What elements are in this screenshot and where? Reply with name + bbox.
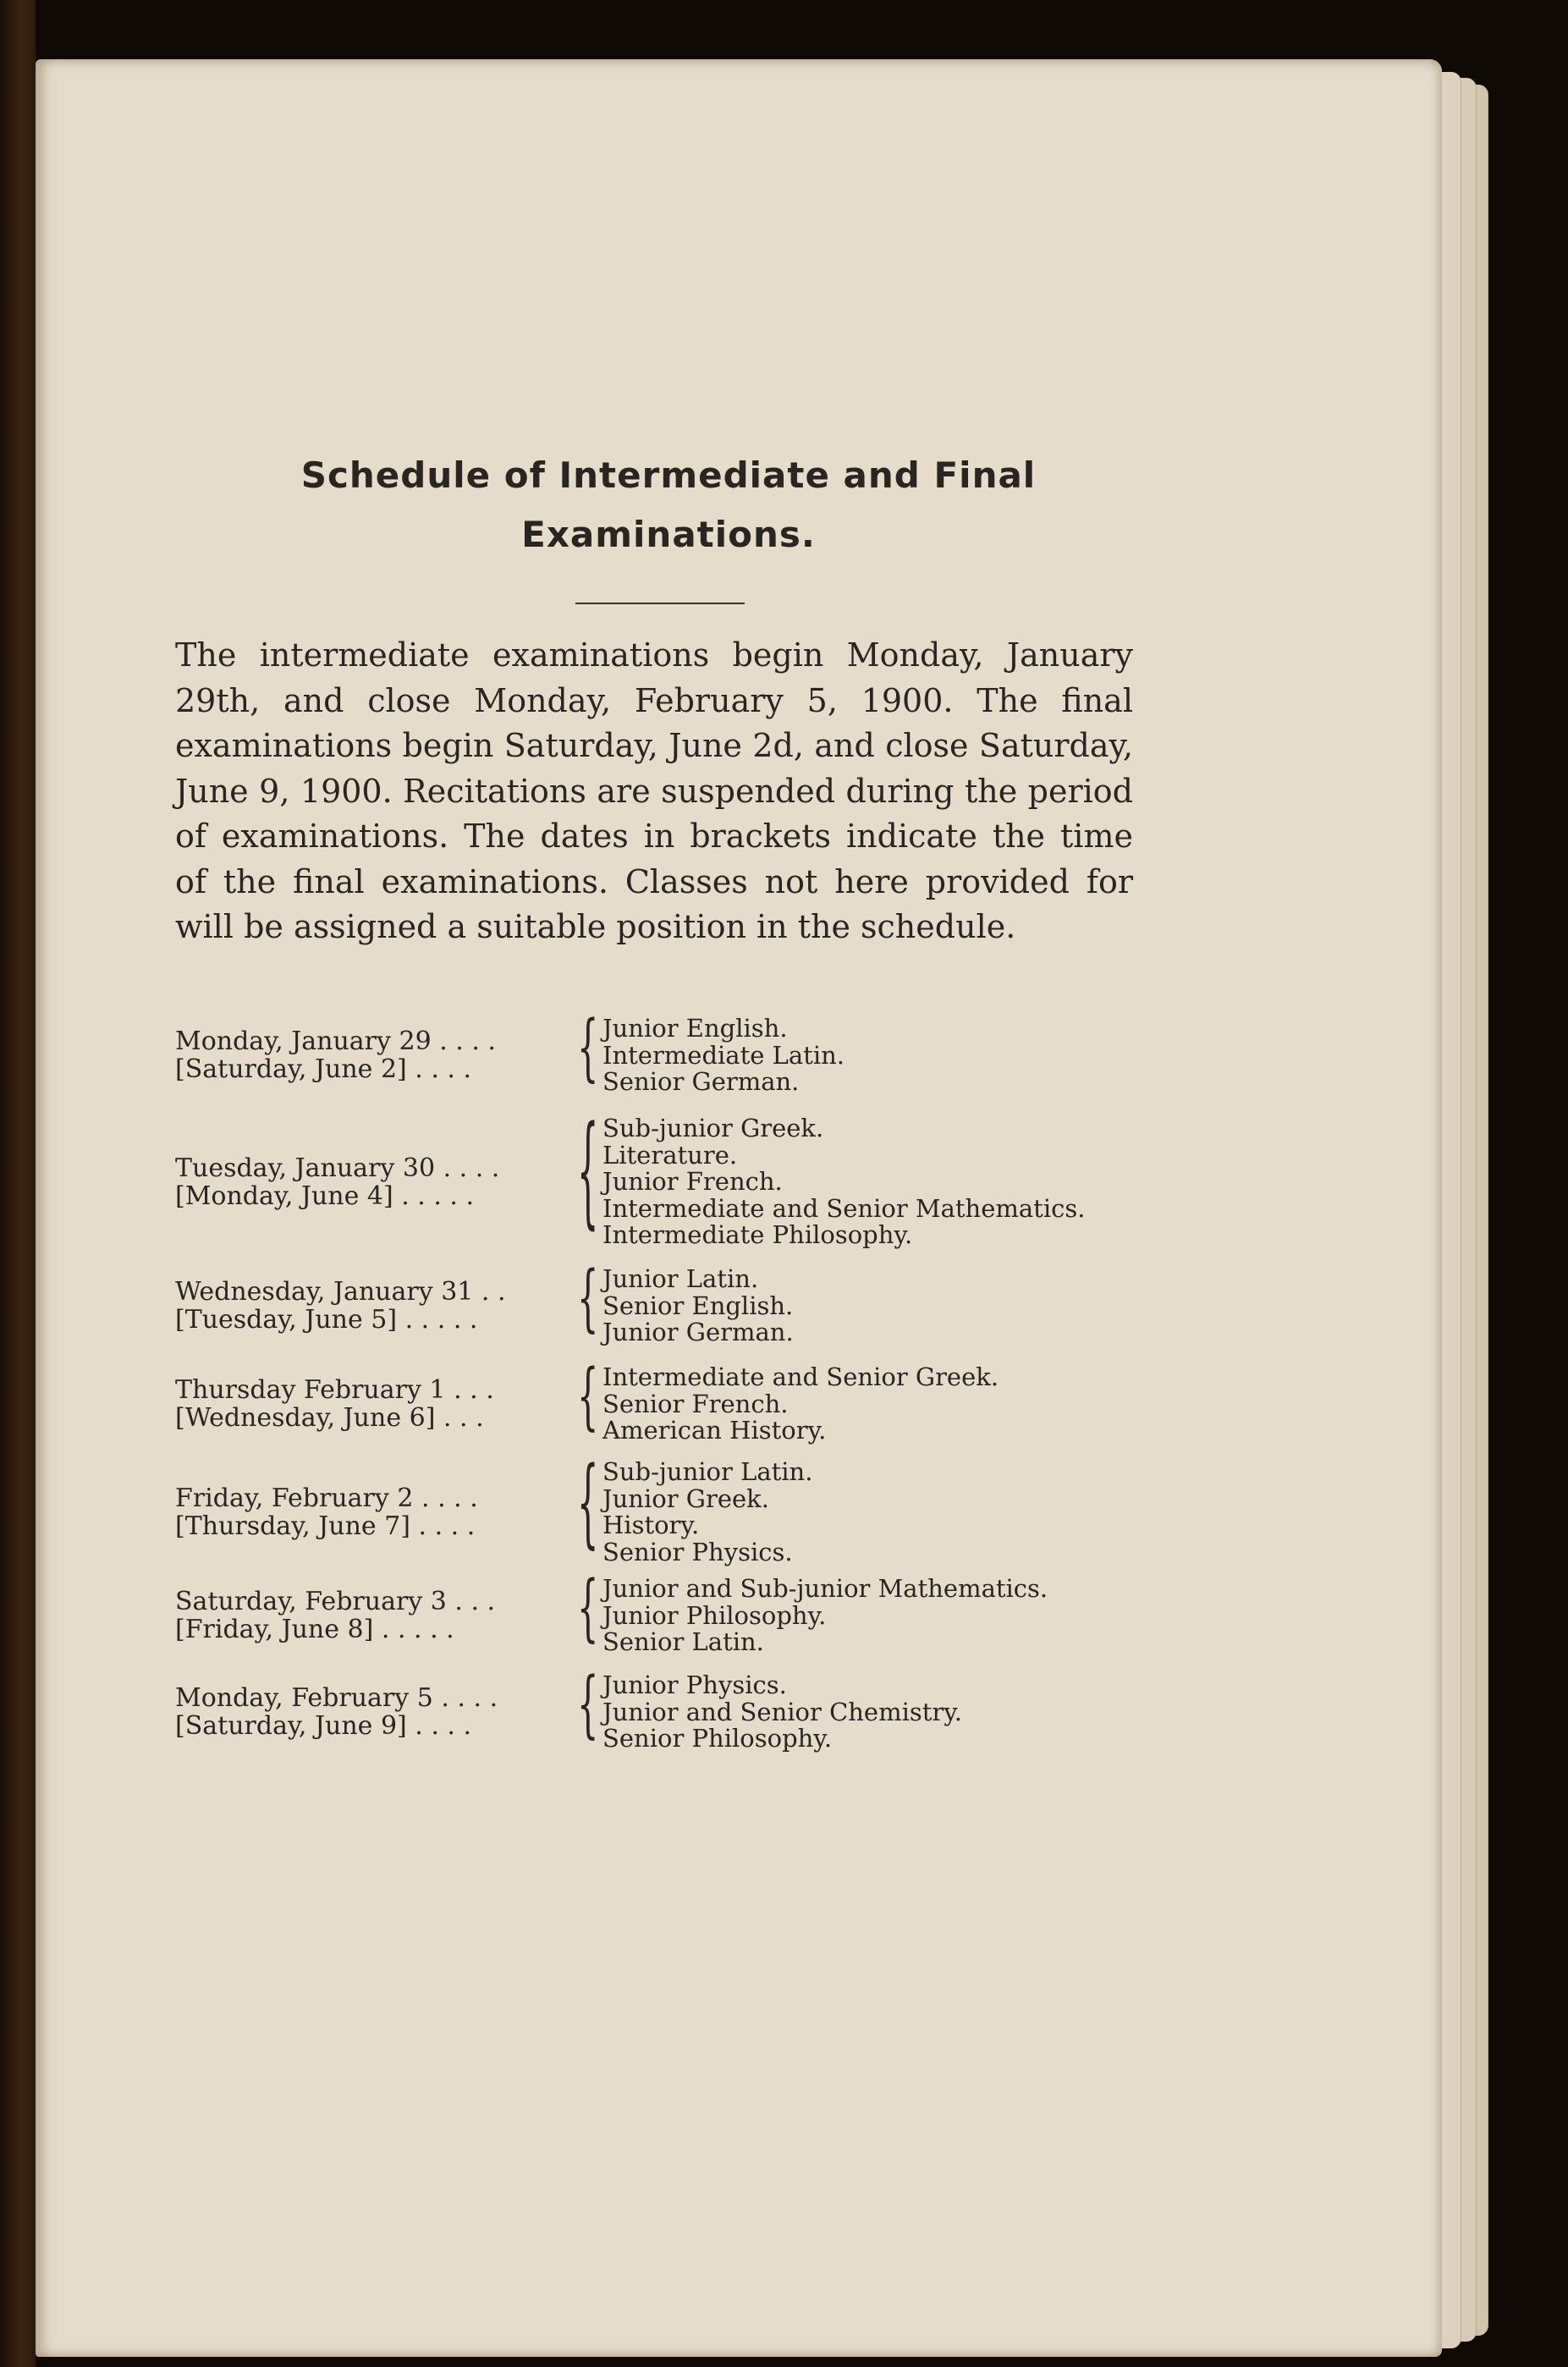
subject-item: History. xyxy=(602,1511,700,1539)
subject-item: Junior Philosophy. xyxy=(602,1600,827,1630)
subject-list xyxy=(602,1115,1195,1249)
schedule-row xyxy=(175,1103,1191,1249)
intermediate-date: Friday, February 2 . . . . xyxy=(175,1484,478,1513)
schedule-row xyxy=(175,1006,1191,1096)
subject-item: Senior French. xyxy=(602,1389,789,1418)
curly-brace-icon: { xyxy=(577,1448,599,1561)
schedule-dates xyxy=(175,1588,581,1643)
schedule-dates xyxy=(175,1027,581,1083)
schedule-row xyxy=(175,1566,1191,1656)
subject-item: Sub-junior Greek. xyxy=(602,1114,824,1142)
schedule-dates xyxy=(175,1278,581,1334)
subject-list xyxy=(602,1672,1195,1753)
subject-item: Junior Physics. xyxy=(602,1671,787,1699)
subject-item: Intermediate and Senior Mathematics. xyxy=(602,1193,1086,1223)
intermediate-date: Saturday, February 3 . . . xyxy=(175,1587,496,1617)
subject-item: Junior English. xyxy=(602,1014,788,1043)
schedule-row xyxy=(175,1448,1191,1566)
page-edge xyxy=(1439,72,1461,2348)
title-divider xyxy=(575,603,745,604)
subject-item: Intermediate Latin. xyxy=(602,1040,845,1070)
subject-list xyxy=(602,1266,1195,1346)
curly-brace-icon: { xyxy=(577,1663,599,1748)
subject-list xyxy=(602,1459,1195,1566)
subject-item: Senior German. xyxy=(602,1067,800,1096)
intermediate-date: Monday, January 29 . . . . xyxy=(175,1027,496,1057)
final-date: [Friday, June 8] . . . . . xyxy=(175,1615,454,1645)
subject-item: Junior Greek. xyxy=(602,1484,769,1513)
subject-item: Sub-junior Latin. xyxy=(602,1457,813,1486)
schedule-dates xyxy=(175,1376,581,1432)
subject-item: Junior and Sub-junior Mathematics. xyxy=(602,1574,1048,1603)
curly-brace-icon: { xyxy=(577,1006,599,1091)
subject-item: Literature. xyxy=(602,1140,738,1170)
schedule-dates xyxy=(175,1154,581,1210)
curly-brace-icon: { xyxy=(577,1566,599,1651)
subject-list xyxy=(602,1576,1195,1656)
subject-item: Senior Latin. xyxy=(602,1627,764,1656)
schedule-row xyxy=(175,1257,1191,1346)
intermediate-date: Thursday February 1 . . . xyxy=(175,1375,494,1406)
page-title: Schedule of Intermediate and Final xyxy=(300,454,1037,496)
subject-list xyxy=(602,1016,1195,1096)
subject-item: Junior French. xyxy=(602,1167,783,1196)
subject-item: Senior English. xyxy=(602,1291,794,1320)
final-date: [Monday, June 4] . . . . . xyxy=(175,1181,475,1211)
schedule-row xyxy=(175,1663,1191,1753)
final-date: [Saturday, June 2] . . . . xyxy=(175,1054,472,1085)
subject-item: Junior Latin. xyxy=(602,1264,759,1293)
subject-item: Senior Philosophy. xyxy=(602,1724,833,1753)
curly-brace-icon: { xyxy=(577,1257,599,1341)
book-binding xyxy=(0,0,36,2367)
intro-paragraph: The intermediate examinations begin Monday, January 29th, and close Monday, February 5, 1900. The final examinations begin Saturday, June 2d, and close Saturday, June 9, 1900. Recitations are suspended during the period of examinations. The dates in brackets indicate the time of the final examinations. Classes not here provided for will be assigned a suitable position in the schedule. xyxy=(175,636,1133,945)
intermediate-date: Tuesday, January 30 . . . . xyxy=(175,1153,500,1183)
exam-schedule xyxy=(175,1006,1191,1777)
subject-item: Intermediate and Senior Greek. xyxy=(602,1362,999,1391)
final-date: [Tuesday, June 5] . . . . . xyxy=(175,1305,478,1335)
subject-list xyxy=(602,1364,1195,1445)
subject-item: Junior German. xyxy=(602,1318,794,1346)
subject-item: Senior Physics. xyxy=(602,1537,793,1566)
curly-brace-icon: { xyxy=(577,1103,599,1242)
page-title-continued: Examinations. xyxy=(521,514,816,555)
intermediate-date: Monday, February 5 . . . . xyxy=(175,1683,498,1714)
subject-item: American History. xyxy=(602,1416,827,1445)
final-date: [Thursday, June 7] . . . . xyxy=(175,1511,476,1541)
intermediate-date: Wednesday, January 31 . . xyxy=(175,1277,506,1307)
subject-item: Intermediate Philosophy. xyxy=(602,1220,913,1249)
schedule-row xyxy=(175,1355,1191,1445)
subject-item: Junior and Senior Chemistry. xyxy=(602,1697,963,1726)
schedule-dates xyxy=(175,1484,581,1540)
final-date: [Wednesday, June 6] . . . xyxy=(175,1403,484,1434)
final-date: [Saturday, June 9] . . . . xyxy=(175,1711,472,1742)
schedule-dates xyxy=(175,1684,581,1740)
curly-brace-icon: { xyxy=(577,1355,599,1439)
